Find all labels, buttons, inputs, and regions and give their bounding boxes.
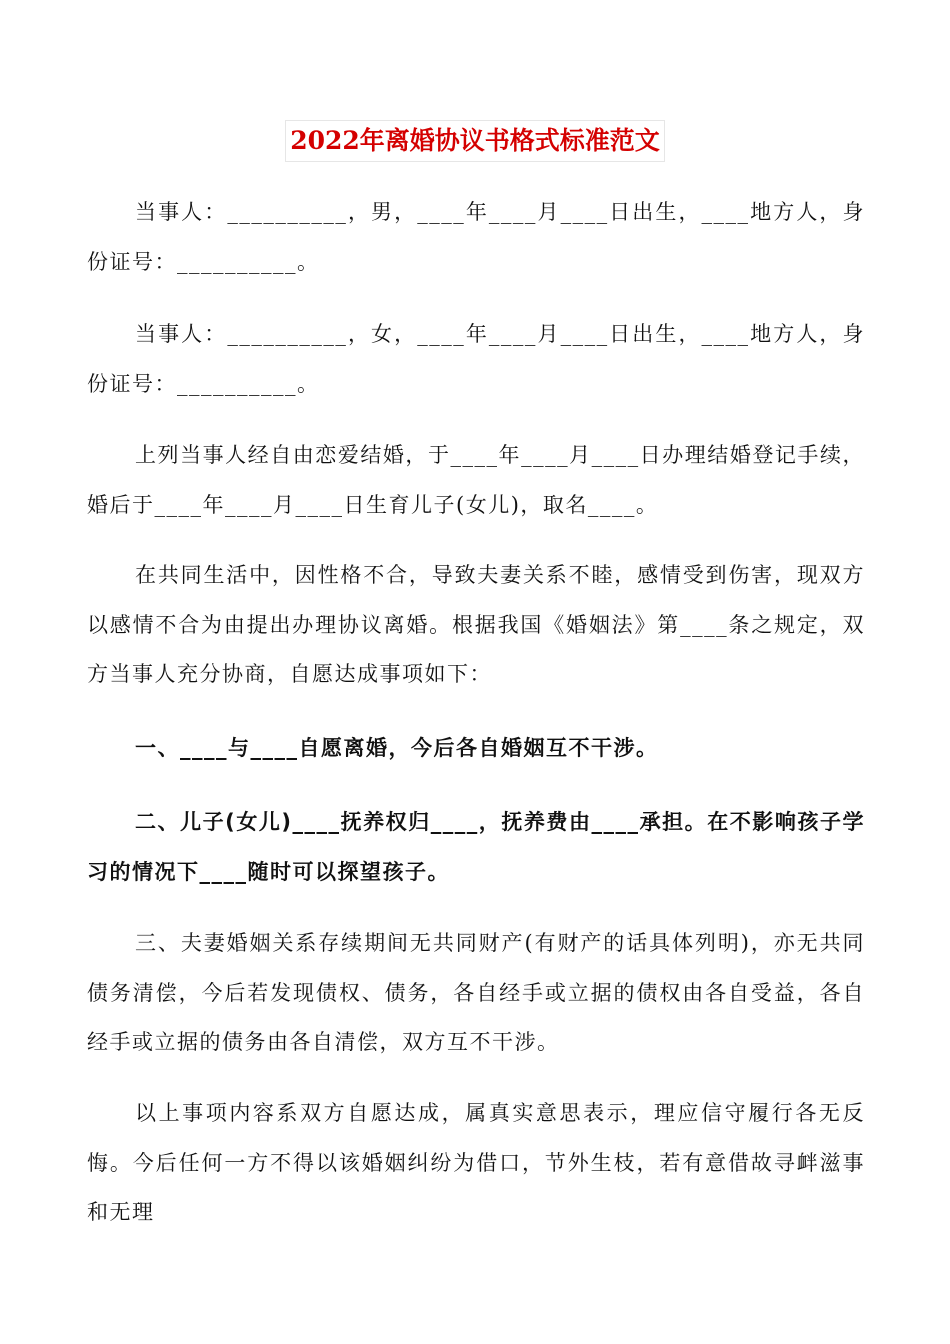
clause-three: 三、夫妻婚姻关系存续期间无共同财产(有财产的话具体列明)，亦无共同债务清偿，今后若发现债权、债务，各自经手或立据的债权由各自受益，各自经手或立据的债务由各自清偿，双方互不干涉。 xyxy=(87,931,865,1054)
clause-two: 二、儿子(女儿)____抚养权归____，抚养费由____承担。在不影响孩子学习的情况下____随时可以探望孩子。 xyxy=(87,810,865,884)
paragraph-reason: 在共同生活中，因性格不合，导致夫妻关系不睦，感情受到伤害，现双方以感情不合为由提出办理协议离婚。根据我国《婚姻法》第____条之规定，双方当事人充分协商，自愿达成事项如下： xyxy=(87,563,865,686)
document-title: 2022年离婚协议书格式标准范文 xyxy=(285,120,665,162)
paragraph-party-female: 当事人：__________，女，____年____月____日出生，____地方人，身份证号：__________。 xyxy=(87,322,865,396)
paragraph-conclusion: 以上事项内容系双方自愿达成，属真实意思表示，理应信守履行各无反悔。今后任何一方不得以该婚姻纠纷为借口，节外生枝，若有意借故寻衅滋事和无理 xyxy=(87,1101,865,1224)
paragraph-marriage-info: 上列当事人经自由恋爱结婚，于____年____月____日办理结婚登记手续，婚后于____年____月____日生育儿子(女儿)，取名____。 xyxy=(87,443,865,517)
clause-one: 一、____与____自愿离婚，今后各自婚姻互不干涉。 xyxy=(135,736,659,760)
paragraph-party-male: 当事人：__________，男，____年____月____日出生，____地方人，身份证号：__________。 xyxy=(87,200,865,274)
title-wrapper xyxy=(0,120,950,162)
